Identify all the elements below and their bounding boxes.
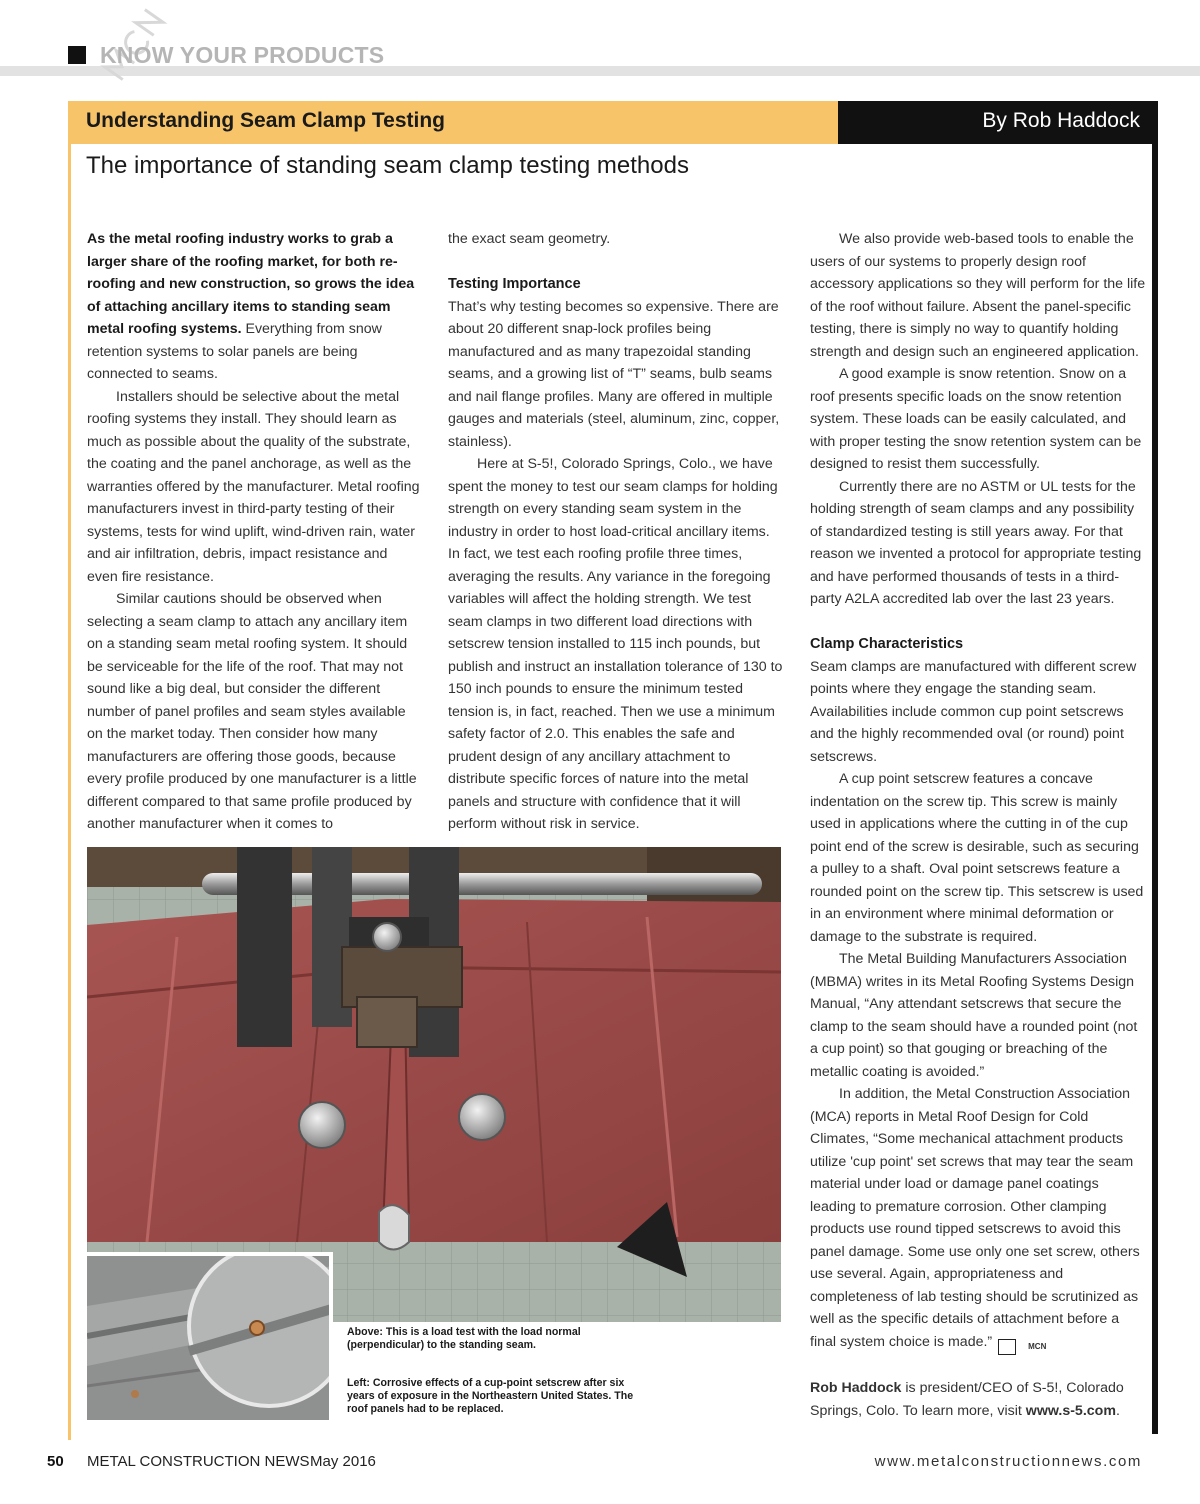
col2-para-3: Here at S-5!, Colorado Springs, Colo., we have spent the money to test our seam clamps for holding strength on every standing seam system in the industry in order to host load-critical ancillary items. In fact, we test each roofing profile three times, averaging the results. Any variance in the foregoing variables will affect the holding strength. We test seam clamps in two different load directions with setscrew tension installed to 115 inch pounds, but publish and instruct an installation tolerance of 130 to 150 inch pounds to ensure the minimum tested tension is, in fact, reached. Then we use a minimum safety factor of 2.0. This enables the safe and prudent design of any ancillary attachment to distribute specific forces of nature into the metal panels and structure with confidence that it will perform without risk in service. — [448, 456, 783, 832]
photo-corrosion — [87, 1252, 333, 1420]
heading-clamp-characteristics: Clamp Characteristics — [810, 636, 964, 652]
col3-para-5: A cup point setscrew features a concave indentation on the screw tip. This screw is mainly used in applications where the cutting in of the cup point end of the screw is desirable, such as securing a pulley to a shaft. Oval point setscrews feature a rounded point on the screw tip. This setscrew is used in an environment where minimal deformation or damage to the substrate is required. — [810, 771, 1144, 945]
caption-left: Left: Corrosive effects of a cup-point setscrew after six years of exposure in the Northeastern United States. The roof panels had to be replaced. — [347, 1377, 634, 1415]
column-1 — [87, 228, 422, 836]
issue-date: May 2016 — [310, 1453, 376, 1470]
corrosion-illustration — [87, 1256, 333, 1420]
column-3 — [810, 228, 1146, 1422]
photo-load-test — [87, 847, 781, 1322]
lead-rest-text: Everything from snow retention systems to solar panels are being connected to seams. — [87, 321, 382, 382]
col3-para-4: Seam clamps are manufactured with different screw points where they engage the standing seam. Availabilities include common cup point setscrews and the highly recommended oval (or round) point setscrews. — [810, 658, 1137, 765]
col3-para-2: A good example is snow retention. Snow on a roof presents specific loads on the snow retention system. These loads can be easily calculated, and with proper testing the snow retention system can be designed to resist them successfully. — [810, 366, 1142, 472]
article-subtitle: The importance of standing seam clamp testing methods — [86, 152, 689, 179]
frame-right-rule — [1152, 144, 1158, 1434]
section-header — [68, 40, 384, 70]
col1-para-2: Installers should be selective about the metal roofing systems they install. They should learn as much as possible about the quality of the substrate, the coating and the panel anchorage, as well as the warranties offered by the manufacturer. Metal roofing manufacturers invest in third-party testing of their systems, tests for wind uplift, wind-driven rain, water and air infiltration, debris, impact resistance and even fire resistance. — [87, 388, 420, 585]
col2-para-1: the exact seam geometry. — [448, 231, 611, 247]
col1-para-1 — [87, 228, 422, 386]
section-label: KNOW YOUR PRODUCTS — [100, 41, 385, 68]
column-2 — [448, 228, 783, 836]
bio-text: is president/CEO of S-5!, Colorado Springs, Colo. To learn more, visit — [810, 1380, 1124, 1419]
bio-end: . — [1115, 1402, 1120, 1419]
caption-above: Above: This is a load test with the load normal (perpendicular) to the standing seam. — [347, 1326, 581, 1351]
byline: By Rob Haddock — [982, 109, 1140, 132]
author-bio — [810, 1377, 1146, 1422]
bio-name: Rob Haddock — [810, 1380, 902, 1396]
mcn-end-mark-icon: MCN — [998, 1339, 1016, 1355]
section-square-icon — [68, 46, 86, 64]
bio-link[interactable]: www.s-5.com — [1025, 1402, 1116, 1419]
publication-url[interactable]: www.metalconstructionnews.com — [874, 1453, 1142, 1470]
load-test-illustration — [87, 847, 781, 1322]
col3-para-7 — [810, 1083, 1146, 1355]
col1-para-3: Similar cautions should be observed when selecting a seam clamp to attach any ancillary item on a standing seam metal roofing system. It should be serviceable for the life of the roof. That may not sound like a big deal, but consider the different number of panel profiles and seam styles available on the market today. Then consider how many manufacturers are offering those goods, because every profile produced by one manufacturer is a little different compared to that same profile produced by another manufacturer when it comes to — [87, 591, 417, 832]
col2-para-2: That’s why testing becomes so expensive. There are about 20 different snap-lock profiles being manufactured and as many trapezoidal standing seams, and a growing list of “T” seams, bulb seams and nail flange profiles. Many are offered in multiple gauges and materials (steel, aluminum, zinc, copper, stainless). — [448, 298, 780, 450]
publication-name: METAL CONSTRUCTION NEWS — [87, 1453, 310, 1470]
col3-para-3: Currently there are no ASTM or UL tests for the holding strength of seam clamps and any possibility of standardized testing is still years away. For that reason we invented a protocol for appropriate testing and have performed thousands of tests in a third-party A2LA accredited lab over the last 23 years. — [810, 478, 1142, 607]
col3-para-1: We also provide web-based tools to enable the users of our systems to properly design roof accessory applications so they will perform for the life of the roof without failure. Absent the panel-specific testing, there is simply no way to quantify holding strength and design such an engineered application. — [810, 231, 1146, 360]
article-title: Understanding Seam Clamp Testing — [86, 109, 445, 132]
heading-testing-importance: Testing Importance — [448, 276, 581, 292]
page-number: 50 — [47, 1453, 64, 1470]
col3-para-7-text: In addition, the Metal Construction Association (MCA) reports in Metal Roof Design for Cold Climates, “Some mechanical attachment products utilize 'cup point' set screws that may tear the seam material under load or damage panel coatings leading to premature corrosion. Other clamping products use round tipped setscrews to avoid this panel damage. Some use only one set screw, others use several. Again, appropriateness and completeness of lab testing should be scrutinized as well as the specific details of attachment before a final system choice is made.” — [810, 1086, 1140, 1350]
lead-text: As the metal roofing industry works to grab a larger share of the roofing market, for both re-roofing and new construction, so grows the idea of attaching ancillary items to standing seam metal roofing systems. — [87, 231, 415, 337]
frame-left-rule — [68, 144, 71, 1440]
col3-para-6: The Metal Building Manufacturers Association (MBMA) writes in its Metal Roofing Systems Design Manual, “Any attendant setscrews that secure the clamp to the seam should have a rounded point (not a cup point) so that gouging or breaching of the metallic coating is avoided.” — [810, 951, 1138, 1080]
